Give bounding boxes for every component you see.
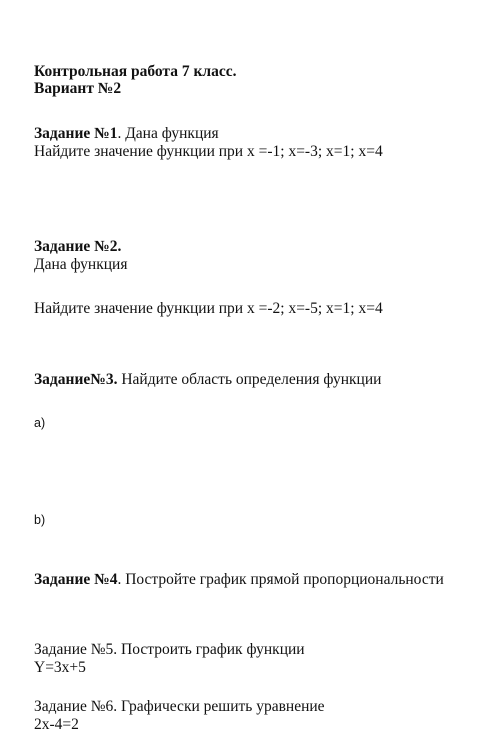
variant-label: Вариант №2 — [34, 80, 122, 97]
task-2-instruction: Найдите значение функции при х =-2; х=-5; х=1; х=4 — [34, 300, 383, 317]
task-4-heading — [34, 571, 444, 589]
task-6-label: Задание №6. — [34, 698, 118, 715]
task-5-label: Задание №5. — [34, 641, 118, 658]
task-1-heading — [34, 125, 219, 143]
task-1-instruction: Найдите значение функции при х =-1; х=-3; х=1; х=4 — [34, 143, 383, 160]
task-3-item-a: a) — [34, 416, 46, 430]
task-5-equation: Y=3x+5 — [34, 659, 86, 676]
task-3-label: Задание№3. — [34, 371, 118, 388]
task-4-label: Задание №4 — [34, 571, 118, 588]
document-title: Контрольная работа 7 класс. — [34, 63, 237, 80]
task-3-text: Найдите область определения функции — [117, 371, 382, 388]
task-3-item-b: b) — [34, 513, 46, 527]
task-2-text: Дана функция — [34, 256, 128, 273]
task-1-label: Задание №1 — [34, 125, 118, 142]
task-5-heading — [34, 641, 305, 659]
task-3-heading — [34, 371, 381, 389]
task-2-label: Задание №2. — [34, 238, 122, 255]
task-1-text: . Дана функция — [117, 125, 219, 142]
task-5-text: Построить график функции — [117, 641, 305, 658]
task-4-text: . Постройте график прямой пропорциональности — [117, 571, 444, 588]
task-6-heading — [34, 698, 325, 716]
task-6-equation: 2x-4=2 — [34, 716, 79, 733]
task-6-text: Графически решить уравнение — [117, 698, 325, 715]
